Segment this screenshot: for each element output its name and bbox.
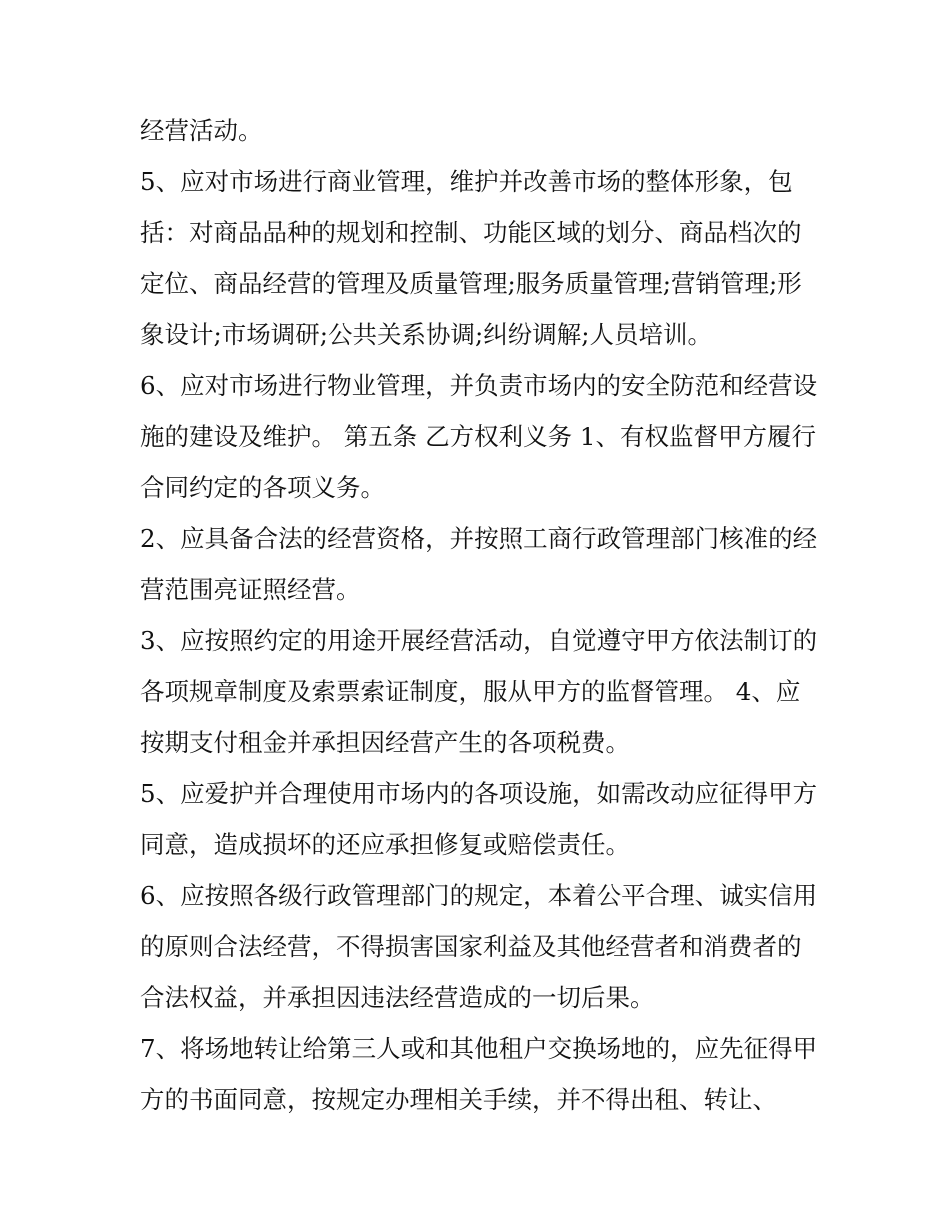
- paragraph-usage-rules: 3、应按照约定的用途开展经营活动，自觉遵守甲方依法制订的各项规章制度及索票索证制度，服从甲方的监督管理。 4、应按期支付租金并承担因经营产生的各项税费。: [140, 626, 818, 757]
- paragraph-business-qualification: 2、应具备合法的经营资格，并按照工商行政管理部门核准的经营范围亮证照经营。: [140, 524, 818, 604]
- document-page: [140, 105, 820, 1125]
- paragraph-property-management: 6、应对市场进行物业管理，并负责市场内的安全防范和经营设施的建设及维护。 第五条 乙方权利义务 1、有权监督甲方履行合同约定的各项义务。: [140, 371, 818, 502]
- paragraph-site-transfer: 7、将场地转让给第三人或和其他租户交换场地的，应先征得甲方的书面同意，按规定办理相关手续，并不得出租、转让、: [140, 1034, 818, 1114]
- paragraph-business-activities: 经营活动。: [140, 116, 263, 145]
- paragraph-commercial-management: 5、应对市场进行商业管理，维护并改善市场的整体形象，包括：对商品品种的规划和控制、功能区域的划分、商品档次的定位、商品经营的管理及质量管理;服务质量管理;营销管理;形象设计;市场调研;公共关系协调;纠纷调解;人员培训。: [140, 167, 802, 349]
- paragraph-lawful-operation: 6、应按照各级行政管理部门的规定，本着公平合理、诚实信用的原则合法经营，不得损害国家利益及其他经营者和消费者的合法权益，并承担因违法经营造成的一切后果。: [140, 881, 818, 1012]
- paragraph-facility-care: 5、应爱护并合理使用市场内的各项设施，如需改动应征得甲方同意，造成损坏的还应承担修复或赔偿责任。: [140, 779, 818, 859]
